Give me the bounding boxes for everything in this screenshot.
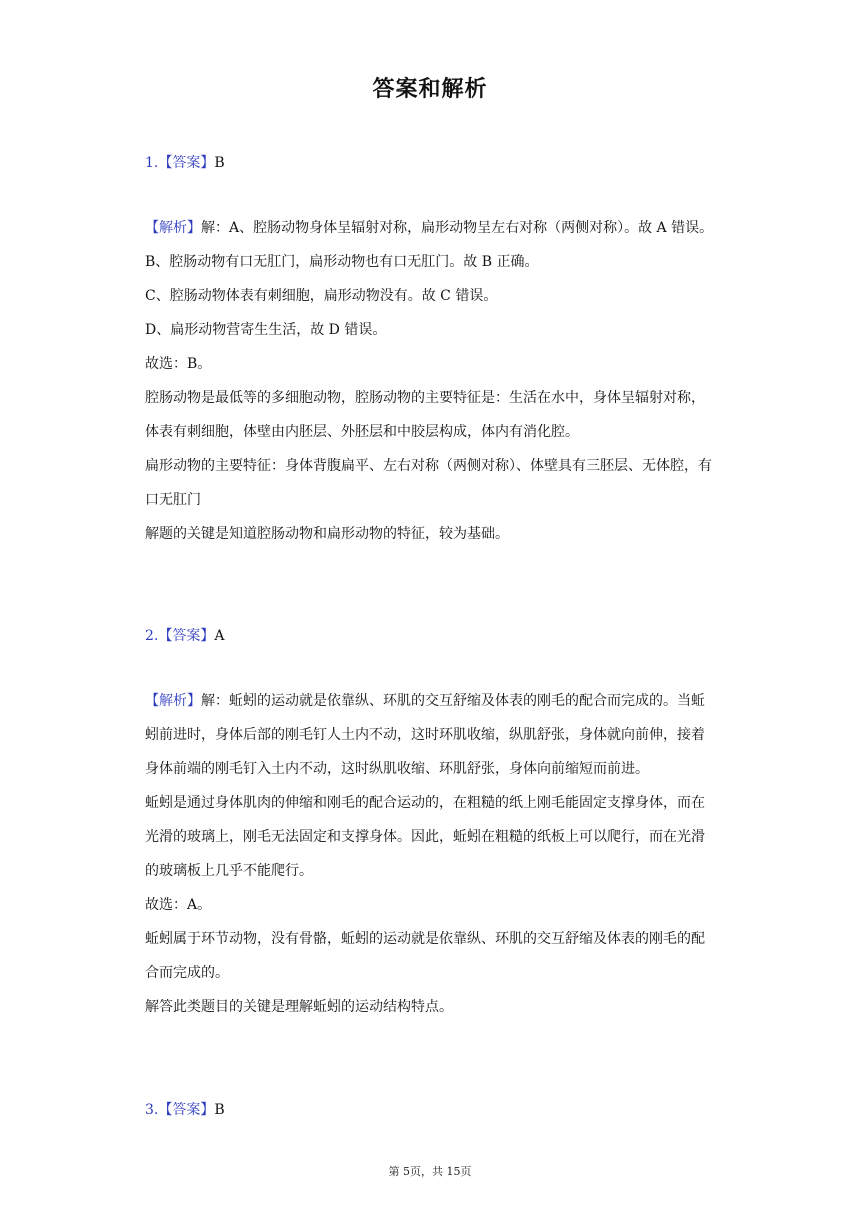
answer-line-3 (145, 1099, 225, 1119)
analysis-tag: 【解析】 (145, 693, 201, 709)
analysis-paragraph (145, 684, 717, 786)
answer-tag: 【答案】 (158, 1102, 215, 1118)
page-footer: 第 5页，共 15页 (388, 1165, 472, 1178)
answer-line-1 (145, 152, 225, 172)
analysis-paragraph: 故选：A。 (145, 897, 212, 913)
question-number: 1. (145, 155, 159, 171)
analysis-block-2 (145, 684, 717, 1024)
analysis-paragraph: D、扁形动物营寄生生活，故 D 错误。 (145, 322, 387, 338)
question-number: 2. (145, 628, 159, 644)
answer-line-2 (145, 625, 224, 645)
analysis-paragraph: 解题的关键是知道腔肠动物和扁形动物的特征，较为基础。 (145, 526, 509, 542)
answer-tag: 【答案】 (158, 155, 215, 171)
analysis-tag: 【解析】 (145, 220, 201, 236)
answer-value: B (214, 1102, 225, 1118)
answer-value: A (214, 628, 225, 644)
analysis-text: 解：A、腔肠动物身体呈辐射对称，扁形动物呈左右对称（两侧对称）。故 A 错误。 (201, 220, 714, 236)
answer-tag: 【答案】 (158, 628, 215, 644)
answer-value: B (214, 155, 225, 171)
analysis-paragraph: B、腔肠动物有口无肛门，扁形动物也有口无肛门。故 B 正确。 (145, 254, 539, 270)
analysis-paragraph: 腔肠动物是最低等的多细胞动物，腔肠动物的主要特征是：生活在水中，身体呈辐射对称，体表有刺细胞，体壁由内胚层、外胚层和中胶层构成，体内有消化腔。 (145, 390, 705, 440)
analysis-paragraph: 解答此类题目的关键是理解蚯蚓的运动结构特点。 (145, 999, 453, 1015)
analysis-paragraph: 故选：B。 (145, 356, 212, 372)
analysis-paragraph: C、腔肠动物体表有刺细胞，扁形动物没有。故 C 错误。 (145, 288, 498, 304)
page-title: 答案和解析 (372, 77, 488, 102)
analysis-text: 解：蚯蚓的运动就是依靠纵、环肌的交互舒缩及体表的刚毛的配合而完成的。当蚯蚓前进时，身体后部的刚毛钉人土内不动，这时环肌收缩，纵肌舒张，身体就向前伸，接着身体前端的刚毛钉入土内不动，这时纵肌收缩、环肌舒张，身体向前缩短而前进。 (145, 693, 705, 777)
question-number: 3. (145, 1102, 159, 1118)
analysis-paragraph: 扁形动物的主要特征：身体背腹扁平、左右对称（两侧对称）、体壁具有三胚层、无体腔，有口无肛门 (145, 458, 712, 508)
analysis-paragraph: 蚯蚓属于环节动物，没有骨骼，蚯蚓的运动就是依靠纵、环肌的交互舒缩及体表的刚毛的配合而完成的。 (145, 931, 705, 981)
analysis-paragraph (145, 211, 717, 245)
analysis-paragraph: 蚯蚓是通过身体肌肉的伸缩和刚毛的配合运动的，在粗糙的纸上刚毛能固定支撑身体，而在光滑的玻璃上，刚毛无法固定和支撑身体。因此，蚯蚓在粗糙的纸板上可以爬行，而在光滑的玻璃板上几乎不能爬行。 (145, 795, 705, 879)
analysis-block-1 (145, 211, 717, 551)
